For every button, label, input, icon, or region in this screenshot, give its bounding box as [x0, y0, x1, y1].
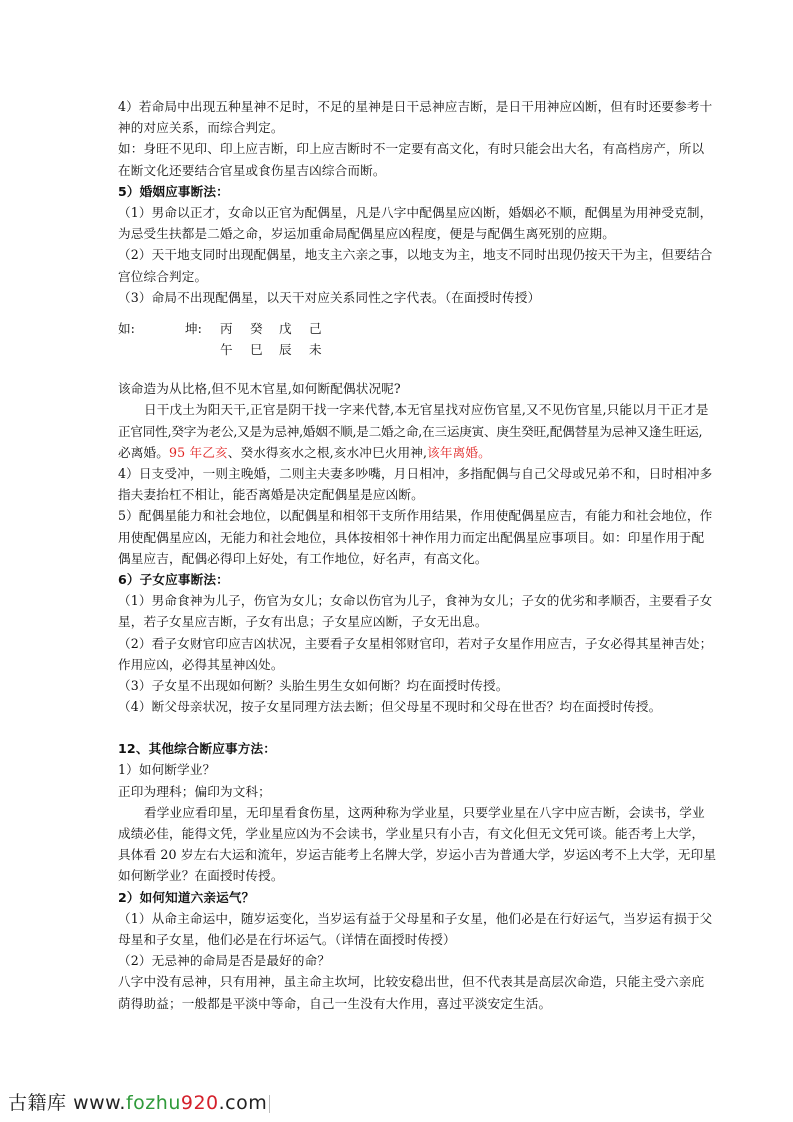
document-page [118, 96, 717, 1014]
text-line: 在断文化还要结合官星或食伤星吉凶综合而断。 [118, 162, 386, 178]
text-line: （1）男命以正才，女命以正官为配偶星，凡是八字中配偶星应凶断，婚姻必不顺，配偶星为用神受克制， [118, 204, 713, 220]
text-line: 星，若子女星应吉断，子女有出息；子女星应凶断，子女无出息。 [118, 614, 488, 630]
text-line: （2）无忌神的命局是否是最好的命？ [118, 953, 331, 969]
subheading-six-relatives: 2）如何知道六亲运气？ [118, 889, 255, 905]
text-line: （3）子女星不出现如何断？头胎生男生女如何断？均在面授时传授。 [118, 677, 509, 693]
text-line: 1）如何断学业？ [118, 762, 216, 778]
heavenly-stem: 丙 [220, 320, 233, 336]
text-line: （1）从命主命运中，随岁运变化，当岁运有益于父母星和子女星，他们必是在行好运气，当岁运有损于父 [118, 910, 713, 926]
text-line: 如：身旺不见印、印上应吉断，印上应吉断时不一定要有高文化，有时只能会出大名，有高档房产，所以 [118, 141, 705, 157]
heavenly-stem: 己 [309, 320, 322, 336]
url-green-part: fozhu [125, 1092, 181, 1114]
footer-watermark [8, 1088, 270, 1115]
text-line: 母星和子女星，他们必是在行坏运气。（详情在面授时传授） [118, 931, 456, 947]
text-line: （4）断父母亲状况，按子女星同理方法去断；但父母星不现时和父母在世否？均在面授时传授。 [118, 699, 662, 715]
text-cursor [269, 1095, 270, 1113]
text-line: 作用应凶，必得其星神凶处。 [118, 656, 284, 672]
text-line: 偶星应吉，配偶必得印上好处，有工作地位，好名声，有高文化。 [118, 550, 488, 566]
text-line: 4）日支受冲，一则主晚婚，二则主夫妻多吵嘴，月日相冲，多指配偶与自己父母或兄弟不和，日时相冲多 [118, 466, 713, 481]
gender-label: 坤: [185, 320, 202, 336]
text-line: 正官同性,癸字为老公,又是为忌神,婚姻不顺,是二婚之命,在三运庚寅、庚生癸旺,配偶替星为忌神又逢生旺运, [118, 423, 703, 439]
highlight-text: 该年离婚。 [427, 444, 491, 460]
text-line: 荫得助益；一般都是平淡中等命，自己一生没有大作用，喜过平淡安定生活。 [118, 995, 552, 1011]
text-line: 看学业应看印星，无印星看食伤星，这两种称为学业星，只要学业星在八字中应吉断，会读书，学业 [144, 804, 705, 820]
earthly-branch: 巳 [250, 342, 263, 358]
site-url[interactable] [73, 1092, 267, 1114]
text-line: 具体看 20 岁左右大运和流年，岁运吉能考上名牌大学，岁运小吉为普通大学，岁运凶考不上大学，无印星 [118, 847, 717, 863]
text-line: 为忌受生扶都是二婚之命，岁运加重命局配偶星应凶程度，便是与配偶生离死别的应期。 [118, 226, 616, 242]
text-line: 正印为理科；偏印为文科； [118, 783, 271, 799]
url-suffix: .com [218, 1092, 268, 1114]
text-line: 4）若命局中出现五种星神不足时，不足的星神是日干忌神应吉断，是日干用神应凶断，但有时还要参考十 [118, 99, 713, 114]
heavenly-stem: 戊 [279, 320, 292, 336]
example-prefix: 如: [118, 320, 135, 336]
section-heading-other-methods: 12、其他综合断应事方法： [118, 741, 277, 757]
earthly-branch: 辰 [279, 342, 292, 358]
site-name: 古籍库 [8, 1092, 67, 1114]
bazi-chart-stems-row [118, 318, 688, 339]
text-line: （2）看子女财官印应吉凶状况，主要看子女星相邻财官印，若对子女星作用应吉，子女必得其星神吉处； [118, 635, 713, 651]
section-heading-marriage: 5）婚姻应事断法： [118, 183, 229, 199]
text-line [118, 442, 688, 463]
text-line: （1）男命食神为儿子，伤官为女儿；女命以伤官为儿子，食神为女儿；子女的优劣和孝顺否，主要看子女 [118, 593, 713, 609]
text-line: 宫位综合判定。 [118, 268, 208, 284]
bazi-chart-branches-row [118, 339, 688, 360]
earthly-branch: 未 [309, 342, 322, 358]
text-line: 指夫妻抬杠不相让，能否离婚是决定配偶星是应凶断。 [118, 487, 424, 503]
text-line: 用使配偶星应凶，无能力和社会地位，具体按相邻十神作用力而定出配偶星应事项目。如：印星作用于配 [118, 529, 705, 545]
highlight-text: 95 年乙亥 [168, 444, 228, 460]
url-red-part: 920 [180, 1092, 219, 1114]
text-line: 该命造为从比格,但不见木官星,如何断配偶状况呢? [118, 381, 401, 397]
text-line: 日干戊土为阳天干,正官是阴干找一字来代替,本无官星找对应伤官星,又不见伤官星,只能以月干正才是 [144, 402, 709, 418]
text-line: 八字中没有忌神，只有用神，虽主命主坎坷，比较安稳出世，但不代表其是高层次命造，只能主受六亲庇 [118, 974, 705, 990]
heavenly-stem: 癸 [250, 320, 263, 336]
text-line: 成绩必佳，能得文凭，学业星应凶为不会读书，学业星只有小吉，有文化但无文凭可谈。能否考上大学， [118, 826, 705, 841]
text-line: （2）天干地支同时出现配偶星，地支主六亲之事，以地支为主，地支不同时出现仍按天干为主，但要结合 [118, 247, 713, 263]
text-span: 必离婚。 [118, 444, 169, 460]
url-prefix: www. [73, 1092, 126, 1114]
text-line: 5）配偶星能力和社会地位，以配偶星和相邻干支所作用结果，作用使配偶星应吉，有能力和社会地位，作 [118, 508, 713, 524]
earthly-branch: 午 [220, 342, 233, 358]
text-span: 、癸水得亥水之根,亥水冲巳火用神, [227, 444, 428, 460]
section-heading-children: 6）子女应事断法： [118, 571, 229, 587]
text-line: （3）命局不出现配偶星，以天干对应关系同性之字代表。（在面授时传授） [118, 289, 541, 305]
text-line: 神的对应关系，而综合判定。 [118, 120, 284, 136]
text-line: 如何断学业？在面授时传授。 [118, 868, 284, 884]
